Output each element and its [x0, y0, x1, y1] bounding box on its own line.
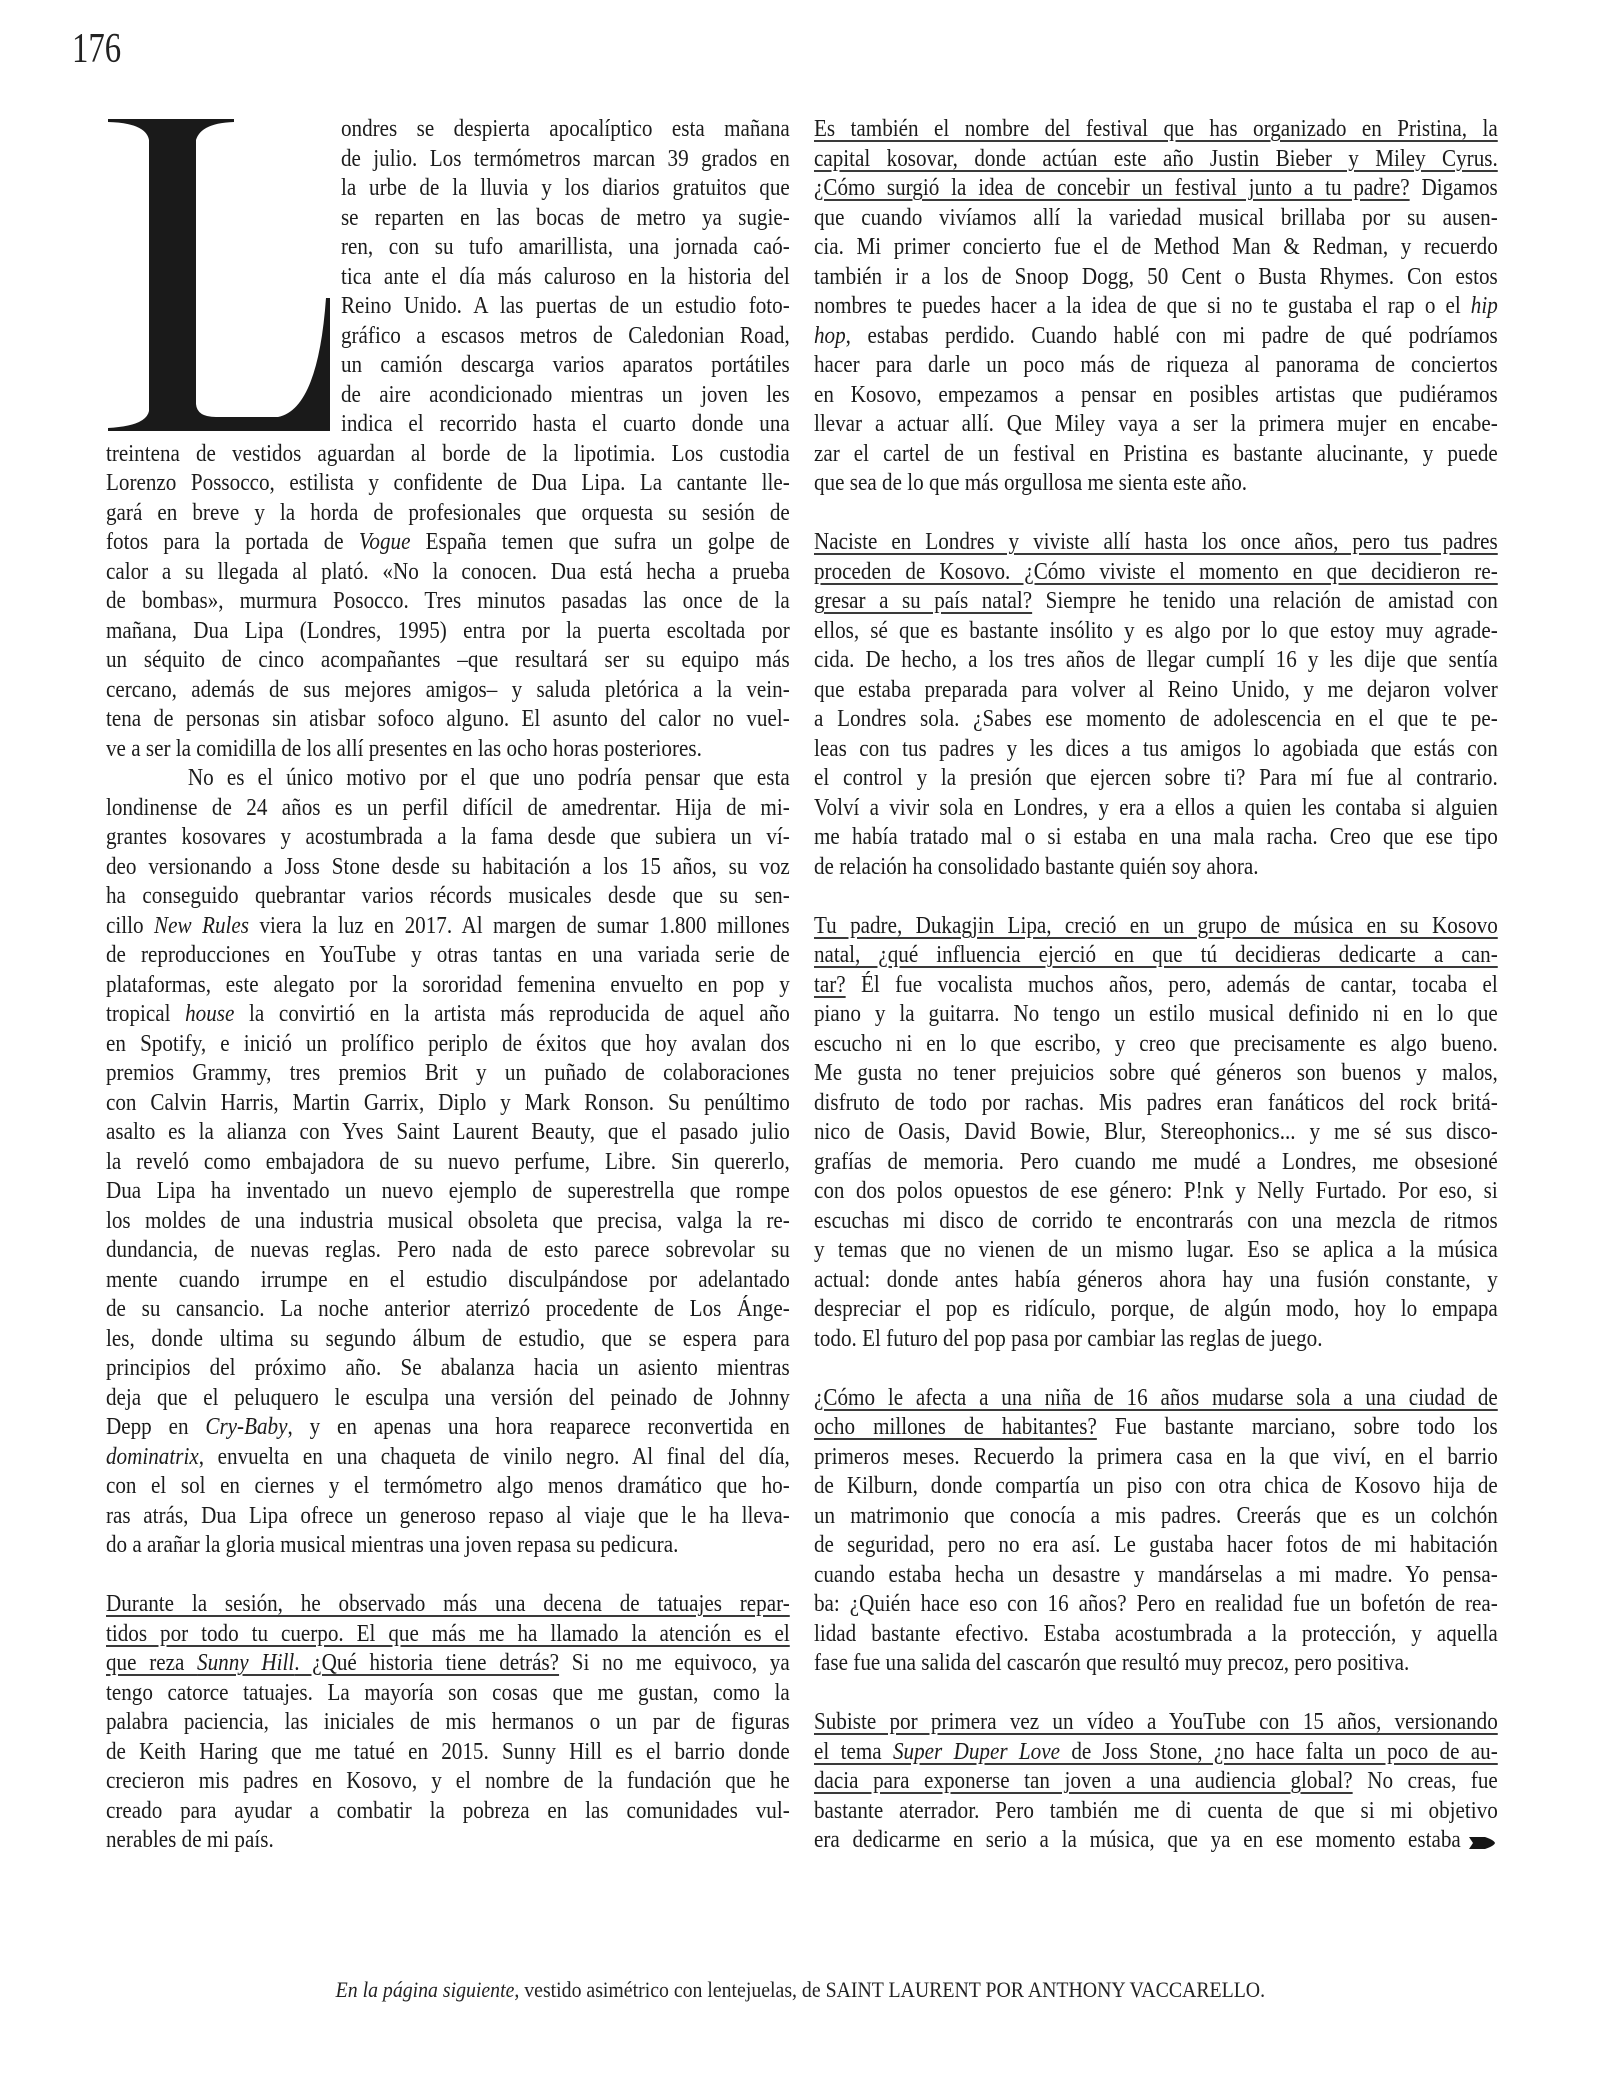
text-run: calor a su llegada al plató. «No la conocen. Dua está hecha a prueba	[106, 558, 790, 585]
text-line	[106, 971, 790, 1001]
text-run: indica el recorrido hasta el cuarto donde una	[340, 411, 790, 437]
text-run: bastante aterrador. Pero también me di cuenta de que si mi objetivo	[814, 1797, 1498, 1824]
text-run: ras atrás, Dua Lipa ofrece un generoso repaso al viaje que le ha lleva-	[106, 1502, 790, 1529]
text-line	[106, 1472, 790, 1502]
text-run: , y en apenas una hora reaparece reconvertida en	[287, 1414, 790, 1440]
text-line	[814, 263, 1498, 293]
text-run: tena de personas sin atisbar sofoco alguno. El asunto del calor no vuel-	[106, 706, 790, 732]
text-line	[106, 469, 790, 499]
paragraph-gap	[814, 499, 1498, 529]
text-line	[106, 1620, 790, 1650]
text-line	[814, 1030, 1498, 1060]
text-line	[814, 440, 1498, 470]
text-run: crecieron mis padres en Kosovo, y el nombre de la fundación que he	[106, 1768, 790, 1794]
text-line	[814, 764, 1498, 794]
text-line	[814, 1059, 1498, 1089]
text-line	[814, 1236, 1498, 1266]
text-line	[106, 1089, 790, 1119]
text-line	[814, 1325, 1498, 1355]
text-run: grafías de memoria. Pero cuando me mudé a Londres, me obsesioné	[814, 1148, 1498, 1175]
interview-question: natal, ¿qué influencia ejerció en que tú decidieras dedicarte a can-	[814, 942, 1498, 968]
interview-question: el tema	[814, 1738, 893, 1765]
text-line	[106, 1000, 790, 1030]
text-run: con el sol en ciernes y el termómetro algo menos dramático que ho-	[106, 1473, 790, 1499]
interview-question: Super Duper Love	[892, 1738, 1060, 1765]
text-run: de su cansancio. La noche anterior aterrizó procedente de Los Ánge-	[106, 1296, 790, 1322]
caption-text: , vestido asimétrico con lentejuelas, de SAINT LAURENT POR ANTHONY VACCARELLO.	[514, 1977, 1265, 2002]
text-line	[814, 912, 1498, 942]
text-run: que sea de lo que más orgullosa me sienta este año.	[814, 470, 1248, 496]
text-line	[814, 1797, 1498, 1827]
paragraph-gap	[814, 1679, 1498, 1709]
text-run: Él fue vocalista muchos años, pero, además de cantar, tocaba el	[845, 971, 1498, 998]
text-line	[106, 322, 790, 352]
text-line	[814, 1472, 1498, 1502]
text-line	[814, 1413, 1498, 1443]
text-line	[814, 1620, 1498, 1650]
text-run: también ir a los de Snoop Dogg, 50 Cent o Busta Rhymes. Con estos	[814, 263, 1498, 290]
paragraph-gap	[814, 1354, 1498, 1384]
text-line	[106, 1354, 790, 1384]
text-line	[106, 735, 790, 765]
text-line	[814, 174, 1498, 204]
text-line	[106, 351, 790, 381]
text-line	[106, 1590, 790, 1620]
text-run: un camión descarga varios aparatos portátiles	[340, 352, 790, 378]
text-line	[106, 233, 790, 263]
text-run: con dos polos opuestos de ese género: P!nk y Nelly Furtado. Por eso, si	[814, 1178, 1498, 1204]
text-line	[106, 1502, 790, 1532]
text-run: de Kilburn, donde compartía un piso con otra chica de Kosovo hija de	[814, 1473, 1498, 1499]
text-run: en Spotify, e inició un prolífico periplo de éxitos que hoy avalan dos	[106, 1030, 790, 1057]
text-line	[106, 558, 790, 588]
text-line	[814, 292, 1498, 322]
text-line	[814, 823, 1498, 853]
text-line	[106, 528, 790, 558]
text-run: do a arañar la gloria musical mientras una joven repasa su pedicura.	[106, 1532, 679, 1558]
text-line	[106, 1531, 790, 1561]
interview-question: de Joss Stone, ¿no hace falta un poco de au-	[1059, 1738, 1498, 1765]
text-line	[106, 1384, 790, 1414]
text-run: los moldes de una industria musical obsoleta que precisa, valga la re-	[106, 1207, 790, 1234]
text-run: actual: donde antes había géneros ahora hay una fusión constante, y	[814, 1266, 1498, 1293]
text-run: que estaba preparada para volver al Reino Unido, y me dejaron volver	[814, 676, 1498, 703]
text-run: se reparten en las bocas de metro ya sugie-	[340, 204, 790, 231]
text-run: de Keith Haring que me tatué en 2015. Sunny Hill es el barrio donde	[106, 1738, 790, 1765]
text-line	[814, 322, 1498, 352]
text-line	[106, 823, 790, 853]
page-number: 176	[72, 26, 122, 72]
text-line	[106, 705, 790, 735]
text-run: cida. De hecho, a los tres años de llegar cumplí 16 y les dije que sentía	[814, 647, 1498, 673]
text-run: viera la luz en 2017. Al margen de sumar 1.800 millones	[248, 912, 790, 939]
text-run: Si no me equivoco, ya	[559, 1650, 790, 1676]
text-run: No es el único motivo por el que uno podría pensar que esta	[187, 765, 790, 791]
text-run: de bombas», murmura Posocco. Tres minutos pasadas las once de la	[106, 588, 790, 614]
interview-question: Sunny Hill	[197, 1650, 295, 1676]
text-line	[814, 676, 1498, 706]
text-line	[814, 1531, 1498, 1561]
text-line	[106, 292, 790, 322]
text-line	[814, 1649, 1498, 1679]
text-run: plataformas, este alegato por la sororidad femenina envuelto en pop y	[106, 971, 790, 998]
text-line	[814, 1207, 1498, 1237]
text-run: todo. El futuro del pop pasa por cambiar las reglas de juego.	[814, 1325, 1323, 1352]
interview-question: Subiste por primera vez un vídeo a YouTube con 15 años, versionando	[814, 1709, 1498, 1735]
text-line	[106, 1295, 790, 1325]
text-line	[814, 1502, 1498, 1532]
text-line	[106, 794, 790, 824]
text-line	[106, 381, 790, 411]
text-line	[106, 617, 790, 647]
italic-title: dominatrix	[106, 1443, 199, 1470]
text-line	[106, 410, 790, 440]
text-line	[106, 1797, 790, 1827]
text-run: llevar a actuar allí. Que Miley vaya a ser la primera mujer en encabe-	[814, 411, 1498, 437]
text-run: la urbe de la lluvia y los diarios gratuitos que	[340, 175, 790, 201]
text-run: zar el cartel de un festival en Pristina es bastante alucinante, y puede	[814, 440, 1498, 467]
text-run: deo versionando a Joss Stone desde su habitación a los 15 años, su voz	[106, 853, 790, 880]
text-run: primeros meses. Recuerdo la primera casa en la que viví, en el barrio	[814, 1443, 1498, 1470]
text-line	[814, 528, 1498, 558]
text-line	[814, 941, 1498, 971]
text-line	[814, 1177, 1498, 1207]
text-run: palabra paciencia, las iniciales de mis hermanos o un par de figuras	[106, 1709, 790, 1735]
text-run: de seguridad, pero no era así. Le gustaba hacer fotos de mi habitación	[814, 1532, 1498, 1558]
text-run: la reveló como embajadora de su nuevo perfume, Libre. Sin quererlo,	[106, 1148, 790, 1175]
text-run: , envuelta en una chaqueta de vinilo negro. Al final del día,	[198, 1443, 790, 1470]
text-line	[814, 735, 1498, 765]
text-run: el control y la presión que ejercen sobre ti? Para mí fue al contrario.	[814, 765, 1498, 791]
text-run: ba: ¿Quién hace eso con 16 años? Pero en realidad fue un bofetón de rea-	[814, 1591, 1498, 1617]
italic-title: New Rules	[154, 912, 249, 939]
text-run: ren, con su tufo amarillista, una jornada caó-	[340, 234, 790, 260]
text-line	[814, 381, 1498, 411]
text-run: gará en breve y la horda de profesionales que orquesta su sesión de	[106, 499, 790, 526]
text-run: un séquito de cinco acompañantes –que resultará ser su equipo más	[106, 647, 790, 673]
text-run: asalto es la alianza con Yves Saint Laurent Beauty, que el pasado julio	[106, 1119, 790, 1145]
paragraph-gap	[814, 882, 1498, 912]
italic-title: house	[185, 1001, 235, 1027]
article-column-left	[106, 115, 790, 1856]
text-run: principios del próximo año. Se abalanza hacia un asiento mientras	[106, 1355, 790, 1381]
interview-question: proceden de Kosovo. ¿Cómo viviste el momento en que decidieron re-	[814, 558, 1498, 585]
photo-caption	[0, 1976, 1600, 2004]
text-run: y temas que no vienen de un mismo lugar. Eso se aplica a la música	[814, 1237, 1498, 1263]
text-line	[106, 1443, 790, 1473]
text-run: un matrimonio que conocía a mis padres. Creerás que es un colchón	[814, 1502, 1498, 1529]
text-run: Lorenzo Possocco, estilista y confidente de Dua Lipa. La cantante lle-	[106, 470, 790, 496]
text-run: de reproducciones en YouTube y otras tantas en una variada serie de	[106, 942, 790, 968]
text-line	[106, 440, 790, 470]
text-run: cia. Mi primer concierto fue el de Method Man & Redman, y recuerdo	[814, 234, 1498, 260]
text-run: la convirtió en la artista más reproducida de aquel año	[234, 1001, 790, 1027]
text-line	[106, 1059, 790, 1089]
italic-title: hop	[814, 322, 846, 349]
text-run: escucho ni en lo que escribo, y creo que precisamente es algo bueno.	[814, 1030, 1498, 1057]
text-line	[106, 1649, 790, 1679]
text-line	[814, 1826, 1498, 1856]
text-run: mente cuando irrumpe en el estudio disculpándose por adelantado	[106, 1266, 790, 1293]
text-run: de aire acondicionado mientras un joven les	[340, 381, 790, 408]
caption-lead: En la página siguiente	[335, 1977, 515, 2002]
text-run: premios Grammy, tres premios Brit y un puñado de colaboraciones	[106, 1060, 790, 1086]
text-run: cuando estaba hecha un desastre y mandárselas a mi madre. Yo pensa-	[814, 1561, 1498, 1588]
text-run: nombres te puedes hacer a la idea de que si no te gustaba el rap o el	[814, 293, 1471, 319]
text-run: era dedicarme en serio a la música, que ya en ese momento estaba	[814, 1827, 1461, 1853]
text-line	[106, 853, 790, 883]
interview-question: Es también el nombre del festival que has organizado en Pristina, la	[814, 116, 1498, 142]
text-run: de julio. Los termómetros marcan 39 grados en	[340, 145, 790, 172]
italic-title: Cry-Baby	[205, 1414, 288, 1440]
text-line	[814, 1148, 1498, 1178]
text-line	[814, 794, 1498, 824]
text-line	[106, 1266, 790, 1296]
text-run: No creas, fue	[1352, 1768, 1498, 1794]
text-line	[814, 1384, 1498, 1414]
text-run: despreciar el pop es ridículo, porque, de algún modo, hoy lo empapa	[814, 1296, 1498, 1322]
text-run: treintena de vestidos aguardan al borde de la lipotimia. Los custodia	[106, 440, 790, 467]
text-run: Fue bastante marciano, sobre todo los	[1096, 1414, 1498, 1440]
interview-question: tar?	[814, 971, 846, 998]
text-run: , estabas perdido. Cuando hablé con mi padre de qué podríamos	[845, 322, 1498, 349]
arrow-right-icon	[1468, 1836, 1496, 1850]
text-line	[814, 1590, 1498, 1620]
text-line	[106, 1413, 790, 1443]
text-line	[814, 587, 1498, 617]
text-run: de relación ha consolidado bastante quién soy ahora.	[814, 853, 1259, 880]
text-line	[814, 1089, 1498, 1119]
text-line	[814, 1738, 1498, 1768]
text-run: Volví a vivir sola en Londres, y era a ellos a quien les contaba si alguien	[814, 794, 1498, 821]
interview-question: ¿Cómo le afecta a una niña de 16 años mudarse sola a una ciudad de	[814, 1384, 1498, 1411]
text-line	[106, 499, 790, 529]
text-line	[814, 233, 1498, 263]
text-run: creado para ayudar a combatir la pobreza en las comunidades vul-	[106, 1797, 790, 1824]
text-line	[814, 1000, 1498, 1030]
interview-question: . ¿Qué historia tiene detrás?	[294, 1650, 560, 1676]
text-line	[814, 204, 1498, 234]
text-line	[106, 115, 790, 145]
text-line	[106, 174, 790, 204]
text-line	[106, 1738, 790, 1768]
text-run: Dua Lipa ha inventado un nuevo ejemplo de superestrella que rompe	[106, 1178, 790, 1204]
text-run: cillo	[106, 912, 155, 939]
text-run: cercano, además de sus mejores amigos– y saluda pletórica a la vein-	[106, 676, 790, 703]
text-line	[106, 1767, 790, 1797]
text-run: mañana, Dua Lipa (Londres, 1995) entra por la puerta escoltada por	[106, 617, 790, 644]
text-line	[106, 676, 790, 706]
text-line	[106, 1679, 790, 1709]
text-run: España temen que sufra un golpe de	[410, 529, 790, 555]
interview-question: ocho millones de habitantes?	[814, 1414, 1097, 1440]
text-run: ellos, sé que es bastante insólito y es algo por lo que estoy muy agrade-	[814, 617, 1498, 644]
text-line	[814, 971, 1498, 1001]
article-column-right	[814, 115, 1498, 1856]
text-run: tica ante el día más caluroso en la historia del	[340, 263, 790, 290]
text-line	[106, 204, 790, 234]
text-run: leas con tus padres y les dices a tus amigos lo agobiada que estás con	[814, 735, 1498, 762]
interview-question: dacia para exponerse tan joven a una audiencia global?	[814, 1768, 1353, 1794]
text-line	[814, 853, 1498, 883]
interview-question: tidos por todo tu cuerpo. El que más me ha llamado la atención es el	[106, 1620, 790, 1647]
text-run: disfruto de todo por rachas. Mis padres eran fanáticos del rock britá-	[814, 1089, 1498, 1116]
text-run: me había tratado mal o si estaba en una mala racha. Creo que ese tipo	[814, 824, 1498, 850]
italic-title: Vogue	[358, 529, 411, 555]
text-line	[814, 1266, 1498, 1296]
text-line	[106, 941, 790, 971]
text-line	[106, 646, 790, 676]
text-line	[814, 410, 1498, 440]
text-line	[106, 1118, 790, 1148]
text-run: nico de Oasis, David Bowie, Blur, Stereophonics... y me sé sus disco-	[814, 1119, 1498, 1145]
text-run: Depp en	[106, 1414, 206, 1440]
text-run: ondres se despierta apocalíptico esta mañana	[340, 116, 790, 142]
text-line	[814, 617, 1498, 647]
text-line	[814, 469, 1498, 499]
text-run: en Kosovo, empezamos a pensar en posibles artistas que pudiéramos	[814, 381, 1498, 408]
text-line	[814, 115, 1498, 145]
text-run: piano y la guitarra. No tengo un estilo musical definido ni en lo que	[814, 1001, 1498, 1027]
text-line	[106, 912, 790, 942]
text-line	[106, 263, 790, 293]
text-line	[814, 558, 1498, 588]
text-run: londinense de 24 años es un perfil difícil de amedrentar. Hija de mi-	[106, 794, 790, 821]
text-run: gráfico a escasos metros de Caledonian Road,	[340, 322, 790, 349]
text-line	[106, 764, 790, 794]
text-line	[814, 1561, 1498, 1591]
text-line	[106, 145, 790, 175]
interview-question: gresar a su país natal?	[814, 588, 1033, 614]
text-run: deja que el peluquero le esculpa una versión del peinado de Johnny	[106, 1384, 790, 1411]
text-line	[106, 1826, 790, 1856]
text-line	[814, 1118, 1498, 1148]
text-line	[814, 1443, 1498, 1473]
interview-question: Tu padre, Dukagjin Lipa, creció en un grupo de música en su Kosovo	[814, 912, 1498, 939]
text-line	[814, 1708, 1498, 1738]
text-run: Digamos	[1409, 175, 1498, 201]
interview-question: que reza	[106, 1650, 198, 1676]
text-line	[106, 882, 790, 912]
interview-question: Naciste en Londres y viviste allí hasta los once años, pero tus padres	[814, 529, 1498, 555]
text-run: ha conseguido quebrantar varios récords musicales desde que su sen-	[106, 883, 790, 909]
text-line	[814, 646, 1498, 676]
italic-title: hip	[1470, 293, 1498, 319]
text-run: tengo catorce tatuajes. La mayoría son cosas que me gustan, como la	[106, 1679, 790, 1706]
text-line	[814, 705, 1498, 735]
paragraph-gap	[106, 1561, 790, 1591]
text-line	[814, 1767, 1498, 1797]
text-line	[106, 1148, 790, 1178]
text-line	[106, 1325, 790, 1355]
text-run: Reino Unido. A las puertas de un estudio foto-	[340, 293, 790, 319]
text-line	[106, 587, 790, 617]
interview-question: Durante la sesión, he observado más una decena de tatuajes repar-	[106, 1591, 790, 1617]
text-run: fotos para la portada de	[106, 529, 359, 555]
text-run: escuchas mi disco de corrido te encontrarás con una mezcla de ritmos	[814, 1207, 1498, 1234]
text-run: nerables de mi país.	[106, 1827, 274, 1853]
text-run: que cuando vivíamos allí la variedad musical brillaba por su ausen-	[814, 204, 1498, 231]
text-run: a Londres sola. ¿Sabes ese momento de adolescencia en el que te pe-	[814, 706, 1498, 732]
text-run: lidad bastante efectivo. Estaba acostumbrada a la protección, y aquella	[814, 1620, 1498, 1647]
text-run: les, donde ultima su segundo álbum de estudio, que se espera para	[106, 1325, 790, 1352]
text-line	[814, 145, 1498, 175]
text-run: tropical	[106, 1001, 186, 1027]
interview-question: capital kosovar, donde actúan este año Justin Bieber y Miley Cyrus.	[814, 145, 1498, 172]
text-line	[106, 1030, 790, 1060]
text-run: dundancia, de nuevas reglas. Pero nada de esto parece sobrevolar su	[106, 1237, 790, 1263]
text-line	[106, 1177, 790, 1207]
text-line	[106, 1708, 790, 1738]
text-line	[814, 1295, 1498, 1325]
text-run: grantes kosovares y acostumbrada a la fama desde que subiera un ví-	[106, 824, 790, 850]
text-run: ve a ser la comidilla de los allí presentes en las ocho horas posteriores.	[106, 735, 702, 762]
text-run: Siempre he tenido una relación de amistad con	[1032, 588, 1498, 614]
text-run: hacer para darle un poco más de riqueza al panorama de conciertos	[814, 352, 1498, 378]
text-line	[106, 1207, 790, 1237]
text-run: con Calvin Harris, Martin Garrix, Diplo y Mark Ronson. Su penúltimo	[106, 1089, 790, 1116]
text-line	[814, 351, 1498, 381]
interview-question: ¿Cómo surgió la idea de concebir un festival junto a tu padre?	[814, 175, 1410, 201]
text-line	[106, 1236, 790, 1266]
text-run: fase fue una salida del cascarón que resultó muy precoz, pero positiva.	[814, 1650, 1410, 1676]
text-run: Me gusta no tener prejuicios sobre qué géneros son buenos y malos,	[814, 1060, 1498, 1086]
